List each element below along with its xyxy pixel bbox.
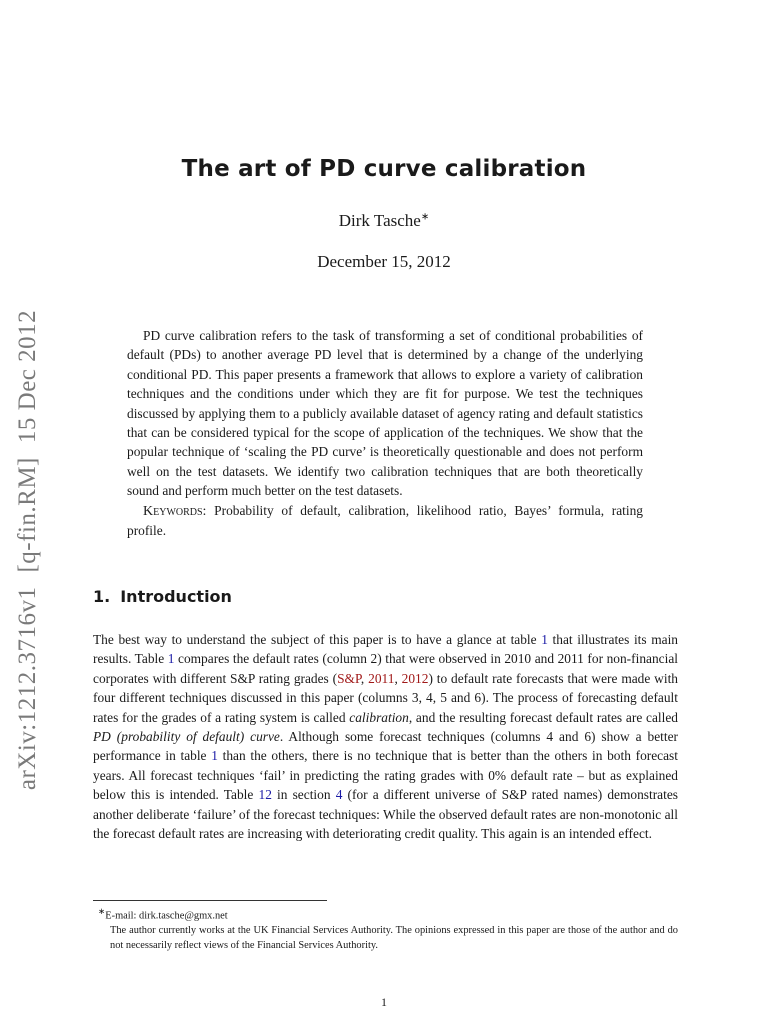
arxiv-category: [q-fin.RM] xyxy=(14,457,41,573)
paper-date: December 15, 2012 xyxy=(317,252,451,271)
section-ref-link[interactable]: 4 xyxy=(335,787,343,803)
keywords-list: Probability of default, calibration, likelihood ratio, Bayes’ formula, rating profile. xyxy=(127,502,643,539)
section-number: 1. xyxy=(93,587,111,606)
author-footnote-mark[interactable]: ∗ xyxy=(420,211,430,223)
arxiv-identifier-stamp xyxy=(14,310,42,790)
intro-text: in section xyxy=(271,787,336,803)
intro-text: that illustrates its main results. Table xyxy=(93,632,678,667)
footnote-email xyxy=(93,904,678,923)
table-ref-link[interactable]: 1 xyxy=(211,748,218,764)
intro-text: ) to default rate forecasts that were made with four different techniques discussed in this paper (columns 3, 4, 5 and 6). The process of forecasting default rates for the grades of a rating system is called xyxy=(93,670,678,725)
footnote-rule xyxy=(93,900,327,901)
intro-text: (for a different universe of S&P rated names) demonstrates another deliberate ‘failure’ of the forecast techniques: While the observed default rates are non-monotonic all the forecast default rates are increasing with deteriorating credit quality. This again is an intended effect. xyxy=(93,787,678,842)
footnote-affiliation-note: The author currently works at the UK Financial Services Authority. The opinions expressed in this paper are those of the author and do not necessarily reflect views of the Financial Services Authority. xyxy=(110,925,678,952)
page-number: 1 xyxy=(381,995,387,1009)
keywords-label: Keywords: xyxy=(143,503,207,519)
intro-text: . Although some forecast techniques (columns 4 and 6) show a better performance in table xyxy=(93,729,678,764)
paper-title: The art of PD curve calibration xyxy=(181,156,587,182)
intro-text: , xyxy=(360,670,369,686)
author-name: Dirk Tasche xyxy=(338,211,421,230)
introduction-paragraph xyxy=(93,630,678,843)
table-ref-link[interactable]: 12 xyxy=(258,787,272,803)
footnote-mark: ∗ xyxy=(98,906,106,916)
section-title: Introduction xyxy=(120,587,232,606)
author-line xyxy=(0,211,768,231)
table-ref-link[interactable]: 1 xyxy=(167,651,175,667)
citation-link[interactable]: S&P xyxy=(337,670,361,686)
intro-text: than the others, there is no technique that is better than the others in both forecast years. All forecast techniques ‘fail’ in predicting the rating grades with 0% default rate – but as explained below this is intended. Table xyxy=(93,748,678,803)
intro-text: compares the default rates (column 2) that were observed in 2010 and 2011 for non-financial corporates with different S&P rating grades ( xyxy=(93,651,678,686)
arxiv-date: 15 Dec 2012 xyxy=(14,309,41,444)
keywords xyxy=(127,501,643,541)
citation-link[interactable]: 2012 xyxy=(401,670,429,686)
section-heading-introduction xyxy=(93,587,232,606)
footnote-email-text: E-mail: dirk.tasche@gmx.net xyxy=(105,910,228,922)
intro-text: The best way to understand the subject of this paper is to have a glance at table xyxy=(93,632,542,647)
intro-text: , xyxy=(394,670,402,686)
abstract xyxy=(127,326,643,540)
footnotes xyxy=(93,904,678,953)
arxiv-id: arXiv:1212.3716v1 xyxy=(14,586,41,791)
emphasis-calibration: calibration xyxy=(349,709,409,725)
emphasis-pd-curve: PD (probability of default) curve xyxy=(93,729,280,745)
citation-link[interactable]: 2011 xyxy=(368,670,395,686)
intro-text: , and the resulting forecast default rates are called xyxy=(408,709,678,725)
table-ref-link[interactable]: 1 xyxy=(541,632,548,647)
abstract-text: PD curve calibration refers to the task of transforming a set of conditional probabilities of default (PDs) to another average PD level that is determined by a change of the underlying conditional PD. This paper presents a framework that allows to explore a variety of calibration techniques and the conditions under which they are fit for purpose. We test the techniques discussed by applying them to a publicly available dataset of agency rating and default statistics that can be considered typical for the scope of application of the techniques. We show that the popular technique of ‘scaling the PD curve’ is theoretically questionable and does not perform well on the test datasets. We identify two calibration techniques that are both theoretically sound and perform much better on the test datasets. xyxy=(127,328,643,499)
